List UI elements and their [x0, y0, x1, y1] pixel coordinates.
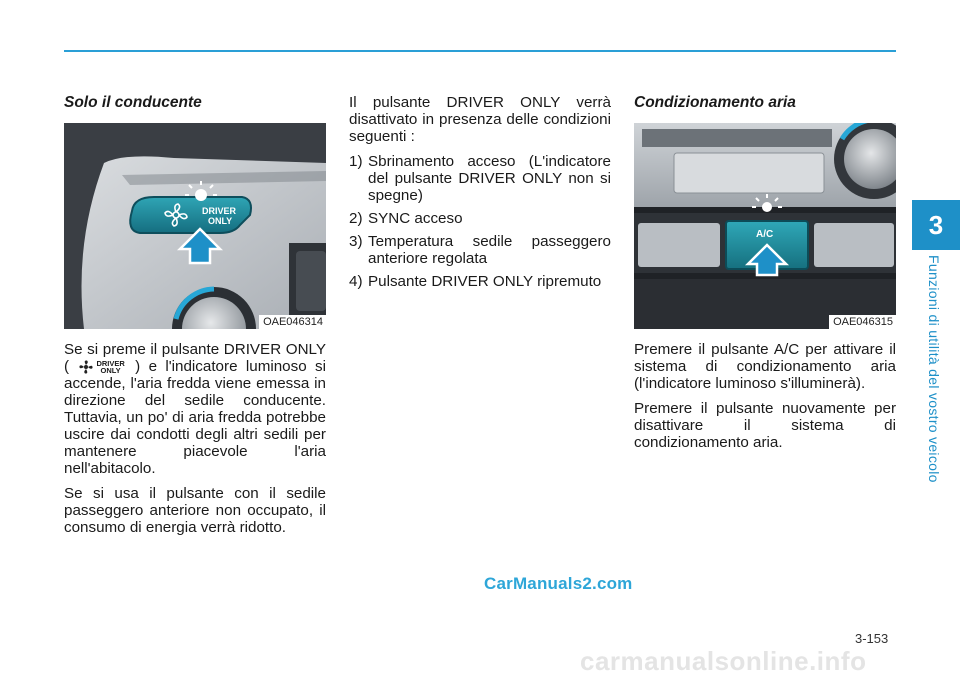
- heading-driver-only: Solo il conducente: [64, 94, 202, 111]
- para-text: Se si preme il pulsante DRIVER ONLY (: [64, 341, 326, 375]
- driver-only-inline-label: DRIVER ONLY: [96, 358, 125, 375]
- driver-only-paragraph-1: [64, 341, 326, 477]
- svg-text:DRIVER: DRIVER: [202, 206, 237, 216]
- chapter-tab: [912, 200, 960, 250]
- chapter-number: 3: [928, 209, 944, 240]
- ac-paragraph-2: Premere il pulsante nuovamente per disattivare il sistema di condizionamento aria.: [634, 400, 896, 451]
- list-text: SYNC acceso: [368, 210, 463, 227]
- watermark-link[interactable]: CarManuals2.com: [484, 574, 633, 593]
- figure-code: OAE046315: [829, 315, 896, 329]
- driver-only-paragraph-2: Se si usa il pulsante con il sedile passeggero anteriore non occupato, il consumo di energia verrà ridotto.: [64, 485, 326, 536]
- deactivation-intro: Il pulsante DRIVER ONLY verrà disattivato in presenza delle condizioni seguenti :: [349, 94, 611, 145]
- column-driver-only: [64, 90, 326, 544]
- list-item: [349, 210, 611, 227]
- figure-ac: [634, 123, 896, 329]
- para-text: ) e l'indicatore luminoso si accende, l'aria fredda viene emessa in direzione del sedile conducente. Tuttavia, un po' di aria fredda potrebbe uscire dai condotti degli altri sedili per mantenere piacevole l'aria nell'abitacolo.: [64, 358, 326, 477]
- column-deactivation: [349, 90, 611, 296]
- fan-icon: [79, 360, 93, 374]
- ac-paragraph-1: Premere il pulsante A/C per attivare il sistema di condizionamento aria (l'indicatore luminoso s'illuminerà).: [634, 341, 896, 392]
- figure-code: OAE046314: [259, 315, 326, 329]
- list-text: Temperatura sedile passeggero anteriore regolata: [368, 233, 611, 267]
- list-number: 3): [349, 233, 363, 250]
- svg-text:A/C: A/C: [756, 229, 774, 240]
- list-number: 2): [349, 210, 363, 227]
- driver-only-inline-icon: [79, 360, 124, 374]
- svg-text:ONLY: ONLY: [208, 216, 233, 226]
- list-number: 1): [349, 153, 363, 170]
- list-text: Sbrinamento acceso (L'indicatore del pulsante DRIVER ONLY non si spegne): [368, 153, 611, 204]
- heading-ac: Condizionamento aria: [634, 94, 796, 111]
- header-rule: [64, 50, 896, 52]
- list-text: Pulsante DRIVER ONLY ripremuto: [368, 273, 602, 290]
- list-item: [349, 273, 611, 290]
- footer-watermark: carmanualsonline.info: [580, 646, 867, 676]
- driver-only-photo: [64, 123, 326, 329]
- chapter-title: Funzioni di utilità del vostro veicolo: [926, 255, 942, 483]
- list-item: [349, 233, 611, 267]
- figure-driver-only: [64, 123, 326, 329]
- conditions-list: [349, 153, 611, 290]
- list-item: [349, 153, 611, 204]
- column-ac: [634, 90, 896, 459]
- ac-photo: [634, 123, 896, 329]
- list-number: 4): [349, 273, 363, 290]
- page-number: 3-153: [855, 631, 889, 646]
